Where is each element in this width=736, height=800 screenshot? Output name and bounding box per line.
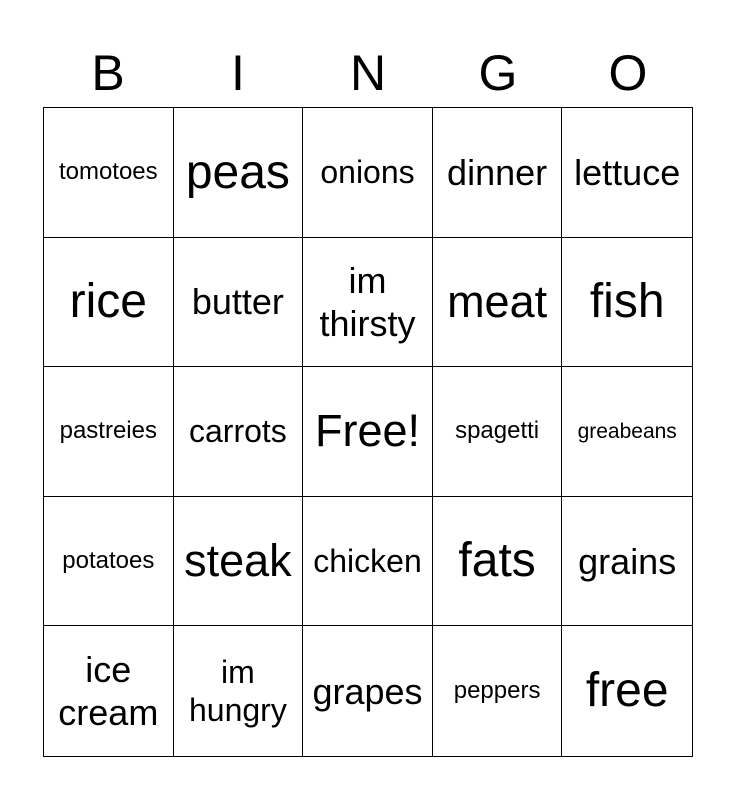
bingo-cell-r5-c1[interactable]: ice cream xyxy=(44,626,174,756)
bingo-cell-r1-c1[interactable]: tomotoes xyxy=(44,108,174,238)
bingo-cell-r3-c5[interactable]: greabeans xyxy=(562,367,692,497)
bingo-cell-r1-c5[interactable]: lettuce xyxy=(562,108,692,238)
header-letter-i: I xyxy=(231,45,245,101)
bingo-header xyxy=(43,38,693,108)
bingo-cell-r2-c1[interactable]: rice xyxy=(44,238,174,368)
bingo-cell-r4-c3[interactable]: chicken xyxy=(303,497,433,627)
bingo-cell-r4-c5[interactable]: grains xyxy=(562,497,692,627)
bingo-cell-r4-c4[interactable]: fats xyxy=(433,497,563,627)
header-letter-g: G xyxy=(478,45,518,101)
header-letter-n: N xyxy=(349,45,387,101)
bingo-cell-r1-c4[interactable]: dinner xyxy=(433,108,563,238)
bingo-cell-r2-c5[interactable]: fish xyxy=(562,238,692,368)
bingo-cell-r5-c2[interactable]: im hungry xyxy=(174,626,304,756)
bingo-cell-r4-c2[interactable]: steak xyxy=(174,497,304,627)
bingo-cell-r2-c3[interactable]: im thirsty xyxy=(303,238,433,368)
bingo-cell-r2-c4[interactable]: meat xyxy=(433,238,563,368)
bingo-cell-r5-c3[interactable]: grapes xyxy=(303,626,433,756)
bingo-board xyxy=(43,107,693,757)
bingo-cell-r3-c1[interactable]: pastreies xyxy=(44,367,174,497)
header-letter-o: O xyxy=(608,45,648,101)
bingo-cell-r1-c2[interactable]: peas xyxy=(174,108,304,238)
bingo-cell-r5-c4[interactable]: peppers xyxy=(433,626,563,756)
bingo-cell-r3-c2[interactable]: carrots xyxy=(174,367,304,497)
bingo-cell-r1-c3[interactable]: onions xyxy=(303,108,433,238)
bingo-cell-r5-c5[interactable]: free xyxy=(585,664,669,718)
bingo-cell-r3-c4[interactable]: spagetti xyxy=(433,367,563,497)
bingo-cell-r2-c2[interactable]: butter xyxy=(174,238,304,368)
bingo-cell-r3-c3-free[interactable]: Free! xyxy=(303,367,433,497)
header-letter-b: B xyxy=(91,45,125,101)
bingo-cell-r4-c1[interactable]: potatoes xyxy=(44,497,174,627)
